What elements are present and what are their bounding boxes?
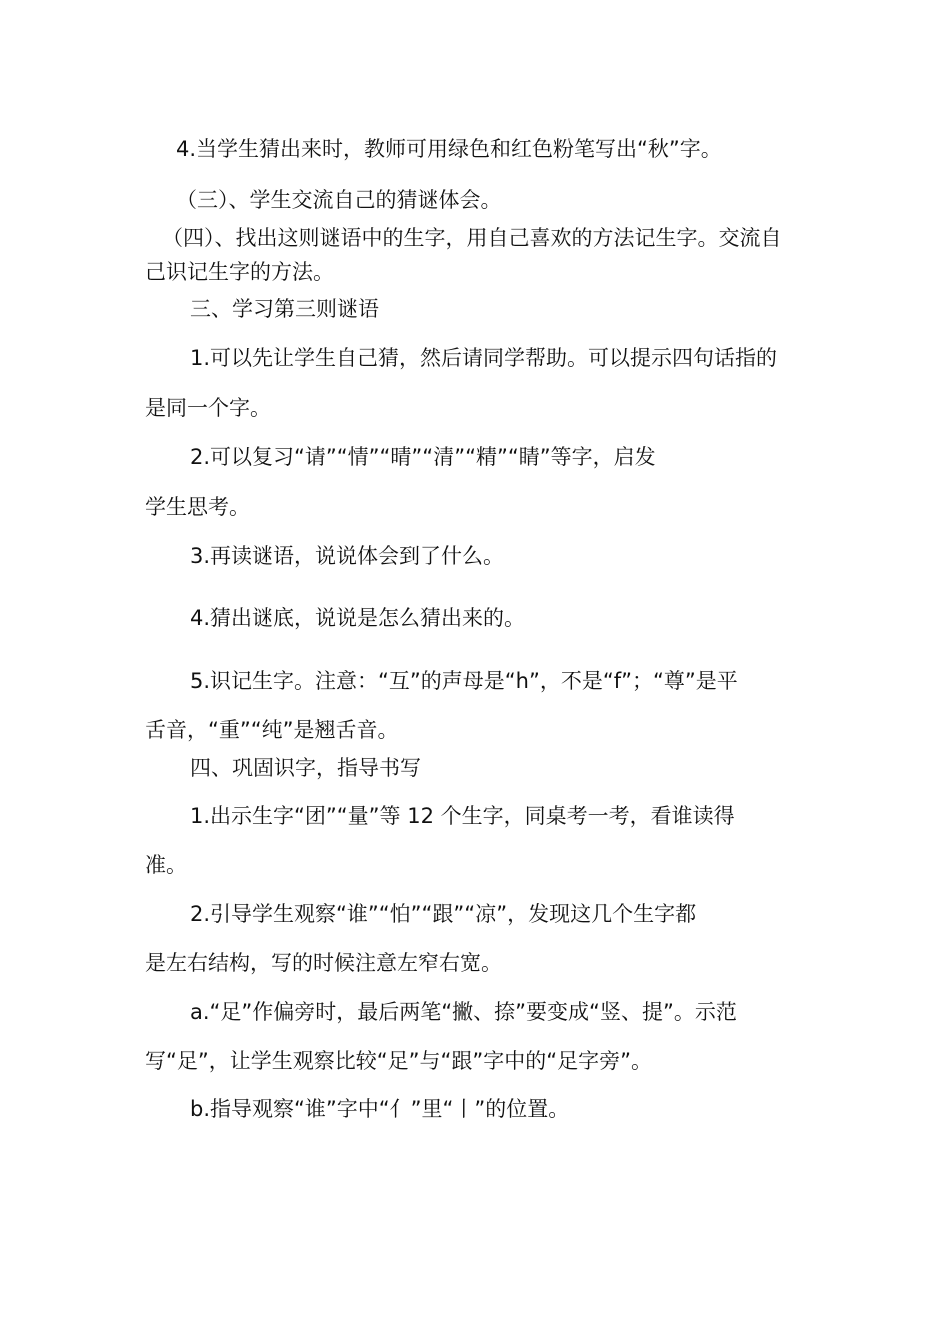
paragraph-3-4: 4.猜出谜底，说说是怎么猜出来的。 xyxy=(190,606,526,630)
paragraph-4-1-line-1: 1.出示生字“团”“量”等 12 个生字，同桌考一考，看谁读得 xyxy=(190,804,735,828)
paragraph-section-4-line-1: （四）、找出这则谜语中的生字，用自己喜欢的方法记生字。交流自 xyxy=(162,226,782,250)
paragraph-3-1-line-1: 1.可以先让学生自己猜，然后请同学帮助。可以提示四句话指的 xyxy=(190,346,778,370)
paragraph-3-2-line-2: 学生思考。 xyxy=(145,495,250,519)
paragraph-3-5-line-1: 5.识记生字。注意：“互”的声母是“h”，不是“f”；“尊”是平 xyxy=(190,669,738,693)
paragraph-3-1-line-2: 是同一个字。 xyxy=(145,396,271,420)
heading-third-riddle: 三、学习第三则谜语 xyxy=(190,297,379,321)
heading-consolidate-literacy: 四、巩固识字，指导书写 xyxy=(190,756,421,780)
paragraph-4-2-b: b.指导观察“谁”字中“亻”里“丨”的位置。 xyxy=(190,1097,570,1121)
paragraph-3-5-line-2: 舌音，“重”“纯”是翘舌音。 xyxy=(145,718,399,742)
paragraph-4-2-a-line-1: a.“足”作偏旁时，最后两笔“撇、捺”要变成“竖、提”。示范 xyxy=(190,1000,737,1024)
paragraph-4-1-line-2: 准。 xyxy=(145,853,187,877)
paragraph-3-2-line-1: 2.可以复习“请”“情”“晴”“清”“精”“睛”等字，启发 xyxy=(190,445,656,469)
paragraph-3-3: 3.再读谜语，说说体会到了什么。 xyxy=(190,544,505,568)
paragraph-step-4-chalk: 4.当学生猜出来时，教师可用绿色和红色粉笔写出“秋”字。 xyxy=(176,137,722,161)
paragraph-4-2-line-1: 2.引导学生观察“谁”“怕”“跟”“凉”，发现这几个生字都 xyxy=(190,902,697,926)
paragraph-4-2-a-line-2: 写“足”，让学生观察比较“足”与“跟”字中的“足字旁”。 xyxy=(145,1049,653,1073)
paragraph-section-4-line-2: 己识记生字的方法。 xyxy=(145,260,334,284)
paragraph-4-2-line-2: 是左右结构，写的时候注意左窄右宽。 xyxy=(145,951,502,975)
paragraph-section-3-exchange: （三）、学生交流自己的猜谜体会。 xyxy=(176,188,502,212)
